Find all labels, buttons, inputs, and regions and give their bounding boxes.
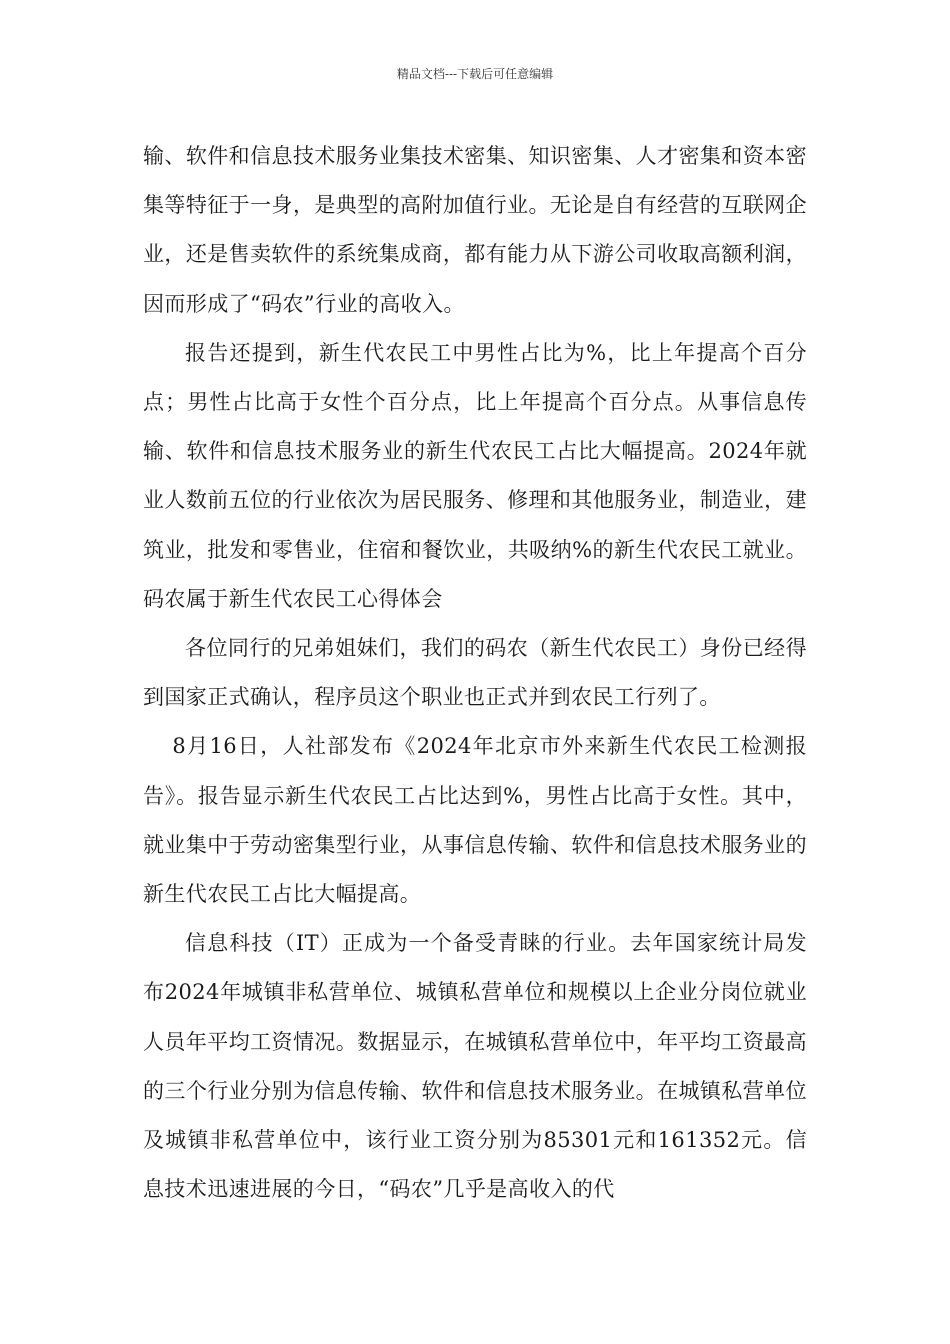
paragraph-continued: 输、软件和信息技术服务业集技术密集、知识密集、人才密集和资本密集等特征于一身，是典型的高附加值行业。无论是自有经营的互联网企业，还是售卖软件的系统集成商，都有能力从下游公司收取高额利润，因而形成了“码农”行业的高收入。 xyxy=(143,144,807,316)
paragraph-august-report: 8月16日，人社部发布《2024年北京市外来新生代农民工检测报告》。报告显示新生代农民工占比达到%，男性占比高于女性。其中，就业集中于劳动密集型行业，从事信息传输、软件和信息技术服务业的新生代农民工占比大幅提高。 xyxy=(143,734,807,907)
paragraph-report-findings: 报告还提到，新生代农民工中男性占比为%，比上年提高个百分点；男性占比高于女性个百分点，比上年提高个百分点。从事信息传输、软件和信息技术服务业的新生代农民工占比大幅提高。2024年就业人数前五位的行业依次为居民服务、修理和其他服务业，制造业，建筑业，批发和零售业，住宿和餐饮业，共吸纳%的新生代农民工就业。码农属于新生代农民工心得体会 xyxy=(143,340,807,611)
paragraph-colleagues: 各位同行的兄弟姐妹们，我们的码农（新生代农民工）身份已经得到国家正式确认，程序员这个职业也正式并到农民工行列了。 xyxy=(143,636,807,710)
paragraph-it-industry: 信息科技（IT）正成为一个备受青睐的行业。去年国家统计局发布2024年城镇非私营单位、城镇私营单位和规模以上企业分岗位就业人员年平均工资情况。数据显示，在城镇私营单位中，年平均工资最高的三个行业分别为信息传输、软件和信息技术服务业。在城镇私营单位及城镇非私营单位中，该行业工资分别为85301元和161352元。信息技术迅速进展的今日，“码农”几乎是高收入的代 xyxy=(143,931,807,1202)
document-body xyxy=(143,132,807,1214)
page-header: 精品文档---下载后可任意编辑 xyxy=(396,67,554,81)
